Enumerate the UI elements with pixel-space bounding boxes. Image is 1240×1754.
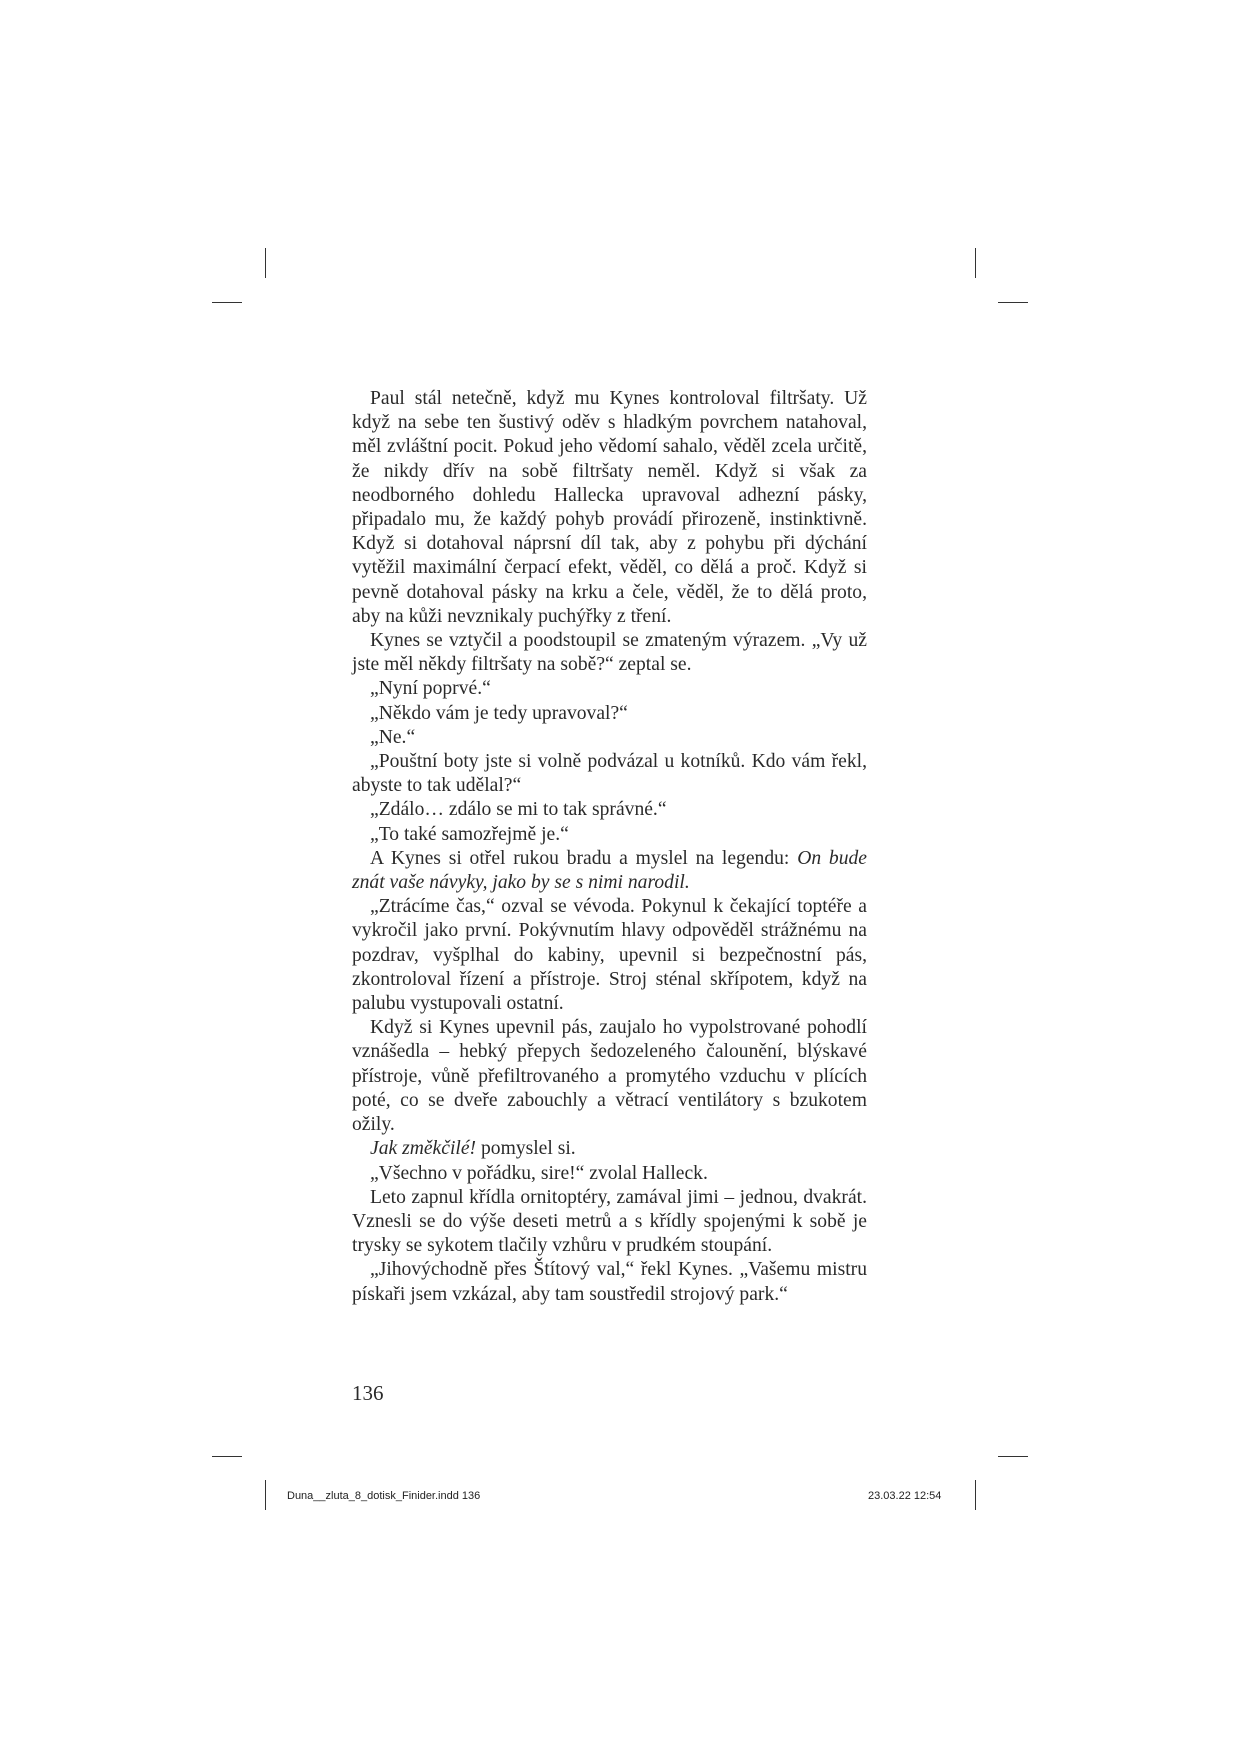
- paragraph: „Pouštní boty jste si volně podvázal u kotníků. Kdo vám řekl, abyste to tak udělal?“: [352, 751, 867, 797]
- paragraph-text: pomyslel si.: [480, 1138, 576, 1160]
- crop-mark: [265, 1480, 266, 1510]
- paragraph: [352, 1137, 867, 1161]
- slug-filename: Duna__zluta_8_dotisk_Finider.indd 136: [287, 1490, 481, 1502]
- paragraph: „To také samozřejmě je.“: [370, 823, 569, 845]
- paragraph: Paul stál netečně, když mu Kynes kontroloval filtršaty. Už když na sebe ten šustivý oděv s hladkým povrchem natahoval, měl zvláštní pocit. Pokud jeho vědomí sahalo, věděl zcela určitě, že nikdy dřív na sobě filtršaty neměl. Když si však za neodborného dohledu Hallecka upravoval adhezní pásky, připadalo mu, že každý pohyb provádí přirozeně, instinktivně. Když si dotahoval náprsní díl tak, aby z pohybu při dýchání vytěžil maximální čerpací efekt, věděl, co dělá a proč. Když si pevně dotahoval pásky na krku a čele, věděl, že to dělá proto, aby na kůži nevznikaly puchýřky z tření.: [352, 388, 867, 627]
- paragraph: „Zdálo… zdálo se mi to tak správné.“: [370, 799, 667, 821]
- crop-mark: [975, 1480, 976, 1510]
- page-number: 136: [352, 1381, 384, 1405]
- italic-legend: On bude znát vaše návyky, jako by se s nimi narodil.: [352, 847, 868, 894]
- paragraph: „Jihovýchodně přes Štítový val,“ řekl Kynes. „Vašemu mistru pískaři jsem vzkázal, aby tam soustředil strojový park.“: [352, 1259, 867, 1305]
- crop-mark: [265, 248, 266, 278]
- paragraph: „Ne.“: [370, 726, 416, 748]
- crop-mark: [998, 1456, 1028, 1457]
- crop-mark: [212, 302, 242, 303]
- italic-thought: Jak změkčilé!: [370, 1138, 477, 1160]
- paragraph: „Ztrácíme čas,“ ozval se vévoda. Pokynul k čekající toptéře a vykročil jako první. Pokývnutím hlavy odpověděl strážnému na pozdrav, vyšplhal do kabiny, upevnil si bezpečnostní pás, zkontroloval řízení a přístroje. Stroj sténal skřípotem, když na palubu vystupovali ostatní.: [352, 896, 867, 1015]
- paragraph: „Někdo vám je tedy upravoval?“: [370, 702, 628, 724]
- body-text: [352, 387, 867, 1307]
- paragraph: Leto zapnul křídla ornitoptéry, zamával jimi – jednou, dvakrát. Vznesli se do výše deseti metrů a s křídly spojenými k sobě je trysky se sykotem tlačily vzhůru v prudkém stoupání.: [352, 1186, 867, 1257]
- slug-datetime: 23.03.22 12:54: [868, 1490, 942, 1502]
- paragraph: „Nyní poprvé.“: [370, 678, 491, 700]
- paragraph: „Všechno v pořádku, sire!“ zvolal Halleck.: [370, 1162, 708, 1184]
- paragraph-text: A Kynes si otřel rukou bradu a myslel na legendu:: [370, 847, 790, 869]
- crop-mark: [975, 248, 976, 278]
- paragraph: Kynes se vztyčil a poodstoupil se zmateným výrazem. „Vy už jste měl někdy filtršaty na sobě?“ zeptal se.: [352, 630, 867, 676]
- paragraph: Když si Kynes upevnil pás, zaujalo ho vypolstrované pohodlí vznášedla – hebký přepych šedozeleného čalounění, blýskavé přístroje, vůně přefiltrovaného a promytého vzduchu v plících poté, co se dveře zabouchly a větrací ventilátory s bzukotem ožily.: [352, 1017, 867, 1136]
- crop-mark: [212, 1456, 242, 1457]
- paragraph: [352, 847, 867, 895]
- crop-mark: [998, 302, 1028, 303]
